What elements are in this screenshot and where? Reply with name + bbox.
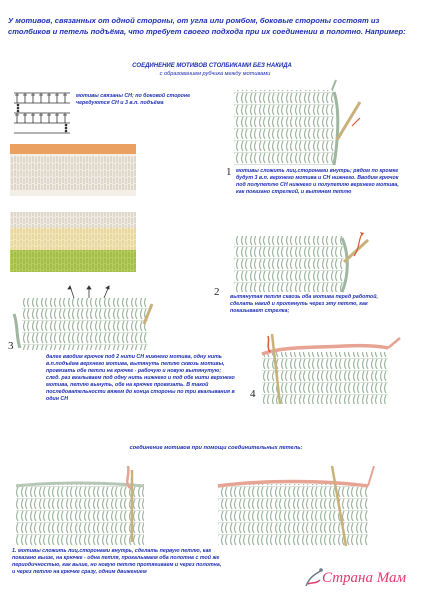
step1-illustration xyxy=(232,80,362,170)
step-number: 1 xyxy=(226,166,232,178)
step3-illustration xyxy=(14,284,154,352)
crochet-chart xyxy=(12,87,72,143)
diagram-note: мотивы связаны СН; по боковой стороне чередуются СН и 3 в.п. подъёма xyxy=(76,93,191,106)
section2-illustration-left xyxy=(12,462,152,548)
section2-text: 1. мотивы сложить лиц.сторонами внутрь, сделать первую петлю, как показано выше, на крючке - одна петля, прокалываем оба полотна с той же периодичностью, как выше, но новую петлю протягиваем и через полотна, и через петлю на крючке сразу, одним движением xyxy=(12,548,222,575)
step1-text: мотивы сложить лиц.сторонами внутрь; рядом по кромке будут 3 в.п. верхнего мотива и СН нижнего. Вводим крючок под полупетлю СН нижнего и полупетлю верхнего мотива, как показано стрелкой, и вытянем петлю xyxy=(236,168,399,195)
watermark xyxy=(302,564,420,594)
watermark-text: Страна Мам xyxy=(322,570,407,586)
step2-illustration xyxy=(232,222,372,294)
section-subtitle: с образованием рубчика между мотивами xyxy=(159,71,271,77)
step2-text: вытянутая петля сквозь оба мотива перед работой, сделать накид и протянуть через эту петлю, как показывает стрелка; xyxy=(230,294,378,314)
step3-text: далее вводим крючок под 2 нити СН нижнего мотива, одну нить в.п.подъёма верхнего мотива, вытянуть петлю сквозь мотивы, провязать обе петли на крючке - рабочую и новую вытянутую; след. раз вкалываем под одну нить нижнего и под обе нити верхнего мотива, петлю вынуть, обе на крючке провязать. В такой последовательности вяжем до конца стороны по три вкалывания в один СН xyxy=(46,354,235,402)
fabric-sample-green xyxy=(8,210,138,274)
section2-illustration-right xyxy=(212,462,376,548)
section-title: СОЕДИНЕНИЕ МОТИВОВ СТОЛБИКАМИ БЕЗ НАКИДА xyxy=(132,63,292,69)
intro-text: У мотивов, связанных от одной стороны, от угла или ромбом, боковые стороны состоят из столбиков и петель подъёма, что требует своего подхода при их соединении в полотно. Например: xyxy=(8,16,406,36)
step-number: 3 xyxy=(8,340,14,352)
step-number: 4 xyxy=(250,388,256,400)
step-number: 2 xyxy=(214,286,220,298)
section-title: соединение мотивов при помощи соединительных петель: xyxy=(129,445,303,451)
stork-icon xyxy=(302,566,324,590)
step4-illustration xyxy=(254,334,402,406)
fabric-sample-orange xyxy=(8,142,138,202)
